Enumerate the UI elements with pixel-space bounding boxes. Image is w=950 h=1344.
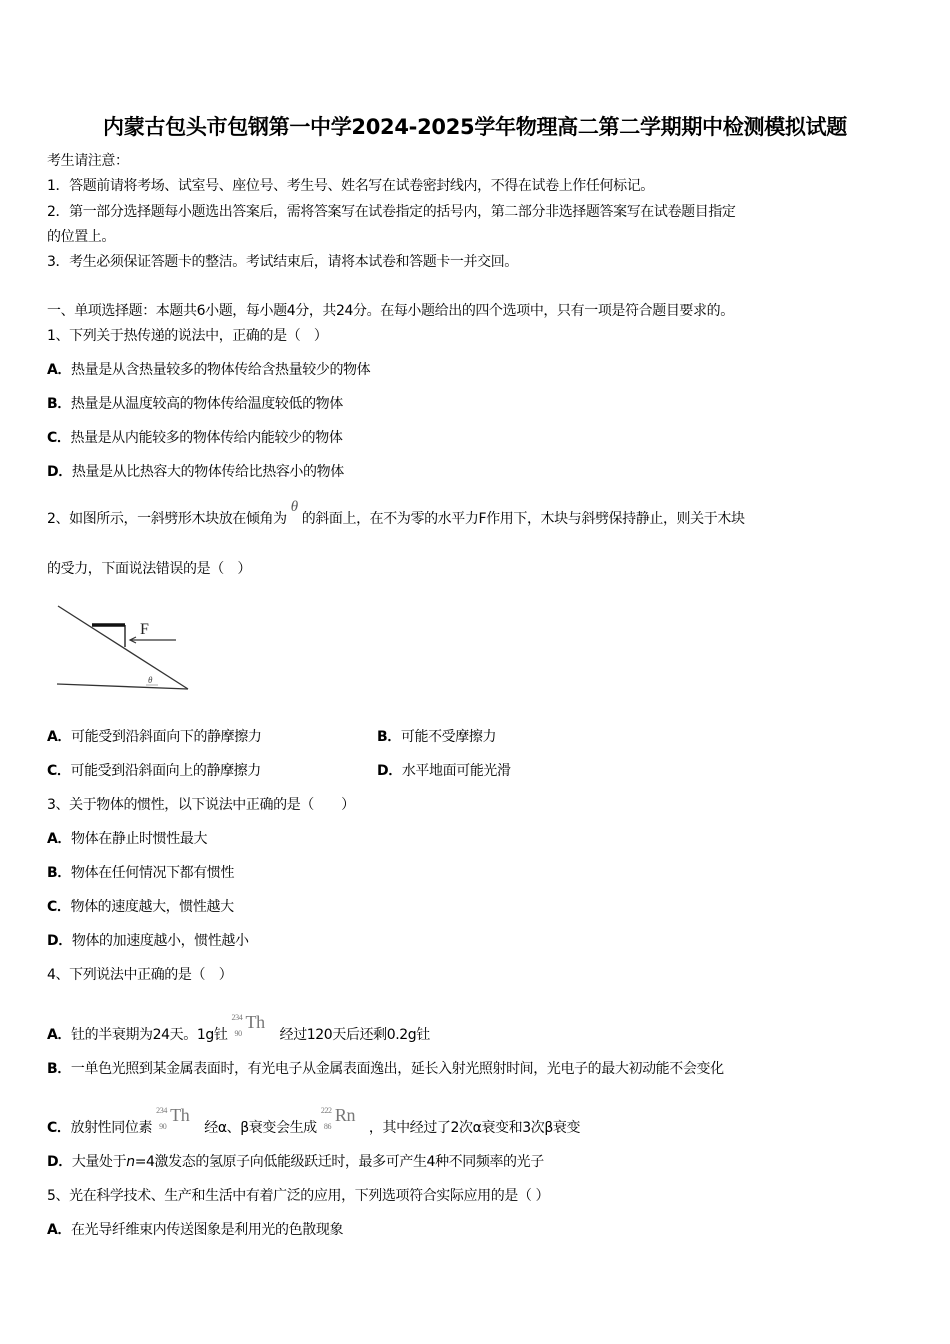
mass-number: 234 — [231, 1013, 243, 1022]
option-text: 热量是从温度较高的物体传给温度较低的物体 — [70, 396, 343, 412]
option-text: 可能不受摩擦力 — [400, 729, 497, 745]
atomic-number: 90 — [159, 1122, 167, 1131]
q4-option-a — [47, 1013, 430, 1044]
option-label: A． — [47, 831, 72, 847]
option-label: C． — [47, 430, 71, 446]
mass-number: 234 — [156, 1106, 167, 1115]
theta-symbol: θ — [290, 499, 298, 515]
element-symbol: Rn — [334, 1105, 356, 1125]
option-label: A． — [47, 1027, 72, 1043]
q2-option-b — [377, 728, 496, 746]
q4-option-d — [47, 1153, 544, 1171]
q3-option-a — [47, 830, 207, 848]
q2-option-a — [47, 728, 261, 746]
option-label: B． — [377, 729, 401, 745]
angle-label: θ — [148, 675, 153, 685]
q1-option-d — [47, 463, 344, 481]
question-2-stem-line2: 的受力，下面说法错误的是（ ） — [47, 561, 251, 577]
option-label: B． — [47, 1061, 71, 1077]
q5-option-a — [47, 1221, 343, 1239]
option-text: 一单色光照到某金属表面时，有光电子从金属表面逸出，延长入射光照射时间，光电子的最大初动能不会变化 — [70, 1061, 724, 1077]
option-text: 物体的速度越大，惯性越大 — [70, 899, 234, 915]
option-label: C． — [47, 1120, 71, 1136]
force-label: F — [140, 621, 149, 638]
isotope-th-234 — [232, 1013, 276, 1043]
option-text: 物体在静止时惯性最大 — [71, 831, 208, 847]
stem-part: 的斜面上，在不为零的水平力F作用下，木块与斜劈保持静止，则关于木块 — [301, 511, 745, 527]
option-text: 水平地面可能光滑 — [401, 763, 511, 779]
option-text: 可能受到沿斜面向下的静摩擦力 — [71, 729, 262, 745]
option-text: 热量是从比热容大的物体传给比热容小的物体 — [71, 464, 344, 480]
q3-option-c — [47, 898, 234, 916]
q3-option-d — [47, 932, 249, 950]
option-text: 热量是从含热量较多的物体传给含热量较少的物体 — [71, 362, 371, 378]
option-text: 物体的加速度越小，惯性越小 — [71, 933, 249, 949]
q4-option-c — [47, 1106, 580, 1137]
notice-item-1: 1．答题前请将考场、试室号、座位号、考生号、姓名写在试卷密封线内，不得在试卷上作任何标记。 — [47, 178, 654, 194]
q4-option-b — [47, 1060, 724, 1078]
isotope-th-234 — [156, 1106, 200, 1136]
option-label: D． — [377, 763, 402, 779]
notice-item-3: 3．考生必须保证答题卡的整洁。考试结束后，请将本试卷和答题卡一并交回。 — [47, 254, 518, 270]
option-text: 放射性同位素 — [70, 1120, 153, 1136]
option-label: A． — [47, 362, 72, 378]
question-3-stem: 3、关于物体的惯性，以下说法中正确的是（ ） — [47, 797, 355, 813]
option-label: D． — [47, 1154, 72, 1170]
option-text: 经α、β衰变会生成 — [204, 1120, 317, 1136]
q2-option-c — [47, 762, 261, 780]
incline-diagram — [50, 598, 195, 698]
option-label: C． — [47, 899, 71, 915]
q1-option-a — [47, 361, 370, 379]
option-label: B． — [47, 865, 71, 881]
notice-heading: 考生请注意： — [47, 153, 129, 169]
option-label: D． — [47, 933, 72, 949]
option-text: ，其中经过了2次α衰变和3次β衰变 — [368, 1120, 581, 1136]
incline-svg — [50, 598, 195, 698]
question-1-stem: 1、下列关于热传递的说法中，正确的是（ ） — [47, 328, 328, 344]
option-label: A． — [47, 729, 72, 745]
stem-part: 2、如图所示，一斜劈形木块放在倾角为 — [47, 511, 287, 527]
page-title: 内蒙古包头市包钢第一中学2024-2025学年物理高二第二学期期中检测模拟试题 — [103, 115, 847, 139]
option-text: 热量是从内能较多的物体传给内能较少的物体 — [70, 430, 343, 446]
section-heading: 一、单项选择题：本题共6小题，每小题4分，共24分。在每小题给出的四个选项中，只有一项是符合题目要求的。 — [47, 303, 734, 319]
option-text: 钍的半衰期为24天。1g钍 — [71, 1027, 228, 1043]
notice-item-2: 2．第一部分选择题每小题选出答案后，需将答案写在试卷指定的括号内，第二部分非选择题答案写在试卷题目指定 — [47, 204, 736, 220]
option-label: D． — [47, 464, 72, 480]
q1-option-b — [47, 395, 343, 413]
option-label: A． — [47, 1222, 72, 1238]
isotope-rn-222 — [321, 1106, 365, 1136]
question-2-stem — [47, 499, 745, 528]
element-symbol: Th — [245, 1012, 265, 1032]
italic-n: n — [126, 1154, 135, 1170]
element-symbol: Th — [170, 1105, 190, 1125]
atomic-number: 86 — [323, 1122, 332, 1131]
option-text: 物体在任何情况下都有惯性 — [70, 865, 235, 881]
atomic-number: 90 — [234, 1029, 242, 1038]
option-text: 经过120天后还剩0.2g钍 — [279, 1027, 430, 1043]
question-5-stem: 5、光在科学技术、生产和生活中有着广泛的应用，下列选项符合实际应用的是（ ） — [47, 1188, 550, 1204]
option-text: 大量处于 — [71, 1154, 127, 1170]
notice-item-2-cont: 的位置上。 — [47, 229, 115, 245]
option-text: 在光导纤维束内传送图象是利用光的色散现象 — [71, 1222, 344, 1238]
q1-option-c — [47, 429, 342, 447]
option-text: =4激发态的氢原子向低能级跃迁时，最多可产生4种不同频率的光子 — [134, 1154, 544, 1170]
question-4-stem: 4、下列说法中正确的是（ ） — [47, 967, 233, 983]
option-label: B． — [47, 396, 71, 412]
q3-option-b — [47, 864, 234, 882]
mass-number: 222 — [320, 1106, 332, 1115]
q2-option-d — [377, 762, 511, 780]
option-label: C． — [47, 763, 71, 779]
option-text: 可能受到沿斜面向上的静摩擦力 — [70, 763, 261, 779]
